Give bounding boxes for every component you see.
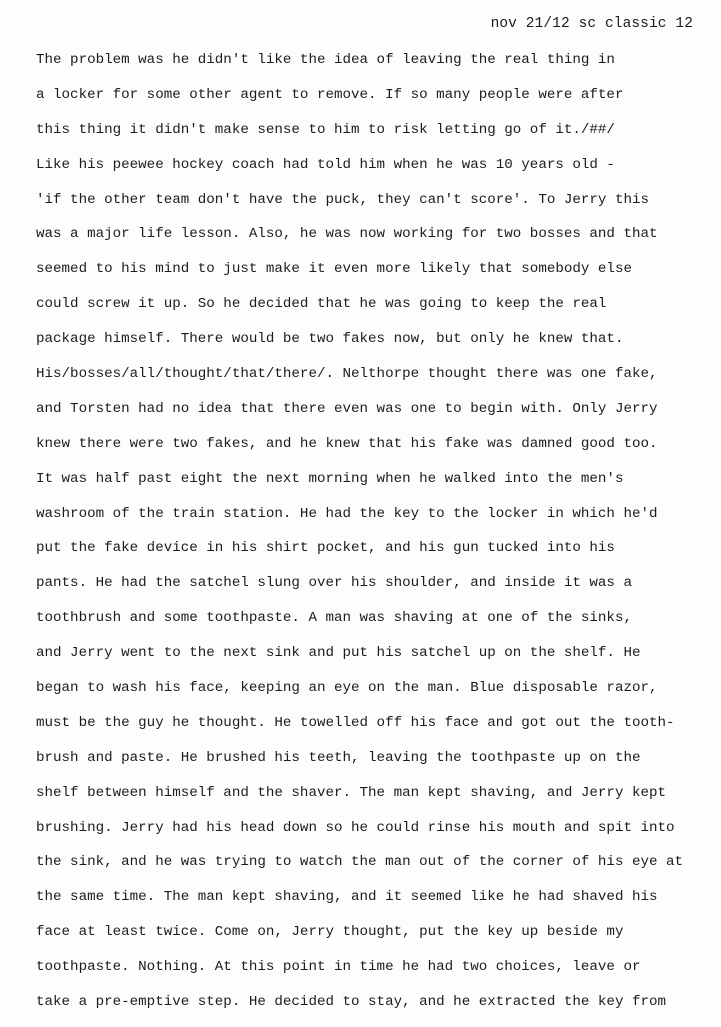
text-line: seemed to his mind to just make it even more likely that somebody else xyxy=(36,261,632,278)
text-line: put the fake device in his shirt pocket, and his gun tucked into his xyxy=(36,540,615,557)
text-line: face at least twice. Come on, Jerry thought, put the key up beside my xyxy=(36,924,624,941)
text-line: The problem was he didn't like the idea of leaving the real thing in xyxy=(36,52,615,68)
text-line: His/bosses/all/thought/that/there/. Nelthorpe thought there was one fake, xyxy=(36,366,658,383)
text-line: Like his peewee hockey coach had told him when he was 10 years old - xyxy=(36,156,615,173)
text-line: washroom of the train station. He had the key to the locker in which he'd xyxy=(36,505,658,522)
text-line: could screw it up. So he decided that he was going to keep the real xyxy=(36,296,607,313)
text-line: package himself. There would be two fakes now, but only he knew that. xyxy=(36,331,624,348)
text-line: a locker for some other agent to remove. If so many people were after xyxy=(36,86,624,103)
text-line: the sink, and he was trying to watch the man out of the corner of his eye at xyxy=(36,854,684,871)
text-line: this thing it didn't make sense to him to risk letting go of it./##/ xyxy=(36,121,615,138)
text-line: began to wash his face, keeping an eye on the man. Blue disposable razor, xyxy=(36,680,658,697)
text-line: brush and paste. He brushed his teeth, leaving the toothpaste up on the xyxy=(36,749,641,766)
text-line: pants. He had the satchel slung over his shoulder, and inside it was a xyxy=(36,575,632,592)
text-line: and Torsten had no idea that there even was one to begin with. Only Jerry xyxy=(36,400,658,417)
text-line: and Jerry went to the next sink and put his satchel up on the shelf. He xyxy=(36,645,641,662)
text-line: was a major life lesson. Also, he was now working for two bosses and that xyxy=(36,226,658,243)
text-line: the same time. The man kept shaving, and it seemed like he had shaved his xyxy=(36,889,658,906)
text-line: brushing. Jerry had his head down so he could rinse his mouth and spit into xyxy=(36,819,675,836)
text-line: shelf between himself and the shaver. The man kept shaving, and Jerry kept xyxy=(36,784,667,801)
text-line: It was half past eight the next morning when he walked into the men's xyxy=(36,470,624,487)
text-line: toothbrush and some toothpaste. A man was shaving at one of the sinks, xyxy=(36,610,632,627)
text-line: 'if the other team don't have the puck, they can't score'. To Jerry this xyxy=(36,191,649,208)
text-line: knew there were two fakes, and he knew that his fake was damned good too. xyxy=(36,435,658,452)
text-line: take a pre-emptive step. He decided to stay, and he extracted the key from xyxy=(36,994,667,1011)
text-line: must be the guy he thought. He towelled off his face and got out the tooth- xyxy=(36,714,675,731)
manuscript-body xyxy=(36,50,706,1027)
page-header: nov 21/12 sc classic 12 xyxy=(490,16,693,32)
text-line: toothpaste. Nothing. At this point in time he had two choices, leave or xyxy=(36,959,641,976)
